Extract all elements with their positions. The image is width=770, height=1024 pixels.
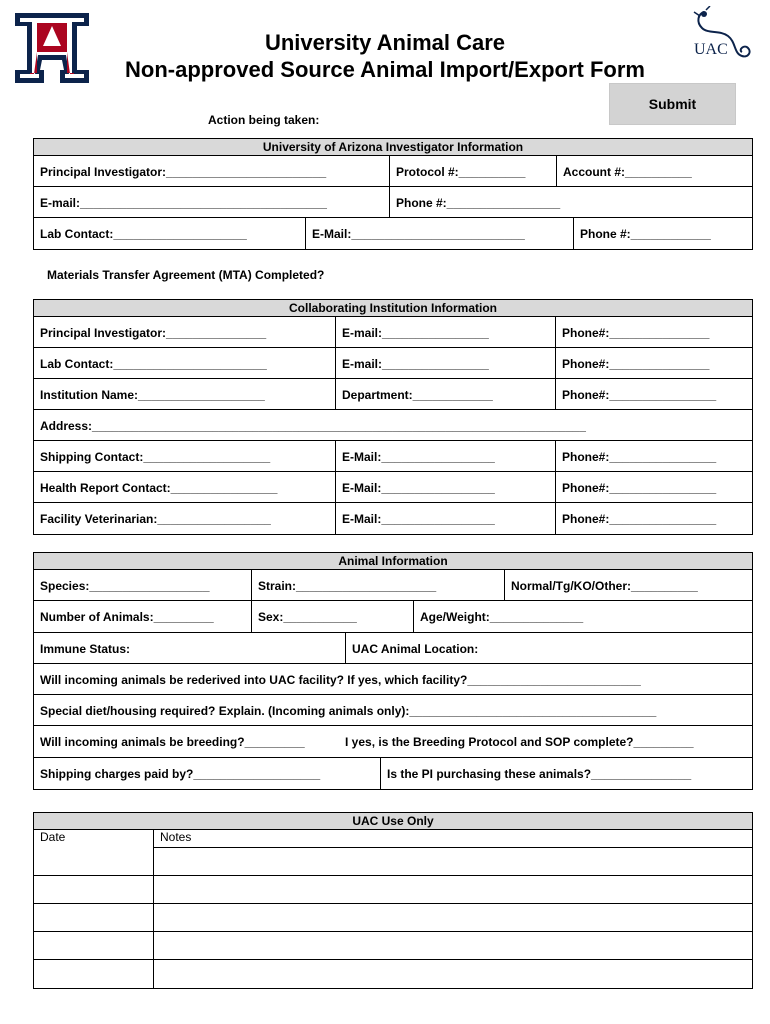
veterinarian-email-field[interactable]: E-Mail:_________________ (335, 503, 555, 534)
animal-row-diet (34, 695, 752, 726)
collab-row-lab (34, 348, 752, 379)
collaborating-section (33, 299, 753, 535)
collab-row-address (34, 410, 752, 441)
account-field[interactable]: Account #:__________ (556, 156, 752, 186)
strain-field[interactable]: Strain:_____________________ (251, 570, 504, 600)
normal-tg-ko-field[interactable]: Normal/Tg/KO/Other:__________ (504, 570, 752, 600)
collab-pi-email-field[interactable]: E-mail:________________ (335, 317, 555, 347)
investigator-row-pi (34, 156, 752, 187)
uac-row (34, 876, 752, 904)
uac-row (34, 960, 752, 988)
uac-notes-cell[interactable] (153, 960, 752, 988)
collab-row-pi (34, 317, 752, 348)
uac-date-cell[interactable] (34, 904, 153, 931)
rederived-field[interactable]: Will incoming animals be rederived into UAC facility? If yes, which facility?__________________________ (40, 673, 641, 687)
protocol-field[interactable]: Protocol #:__________ (389, 156, 556, 186)
notes-column-header: Notes (153, 830, 752, 847)
number-of-animals-field[interactable]: Number of Animals:_________ (40, 610, 214, 624)
sex-field[interactable]: Sex:___________ (251, 601, 413, 632)
animal-section (33, 552, 753, 790)
investigator-row-email (34, 187, 752, 218)
shipping-phone-field[interactable]: Phone#:________________ (555, 441, 752, 471)
pi-field[interactable]: Principal Investigator:________________________ (40, 165, 327, 179)
collab-lab-email-field[interactable]: E-mail:________________ (335, 348, 555, 378)
action-being-taken-label: Action being taken: (208, 113, 320, 127)
uac-column-header (34, 830, 752, 847)
age-weight-field[interactable]: Age/Weight:______________ (413, 601, 752, 632)
uac-animal-location-field[interactable]: UAC Animal Location: (345, 633, 752, 663)
uac-row (34, 932, 752, 960)
investigator-row-lab (34, 218, 752, 249)
shipping-email-field[interactable]: E-Mail:_________________ (335, 441, 555, 471)
collab-row-institution (34, 379, 752, 410)
investigator-section-heading: University of Arizona Investigator Information (34, 139, 752, 156)
lab-phone-field[interactable]: Phone #:____________ (573, 218, 752, 249)
uac-use-only-section (33, 812, 753, 989)
lab-contact-field[interactable]: Lab Contact:____________________ (40, 227, 247, 241)
form-title-line2: Non-approved Source Animal Import/Export Form (125, 57, 645, 82)
veterinarian-phone-field[interactable]: Phone#:________________ (555, 503, 752, 534)
shipping-charges-field[interactable]: Shipping charges paid by?___________________ (40, 767, 321, 781)
uac-notes-cell[interactable] (153, 904, 752, 931)
mta-completed-label: Materials Transfer Agreement (MTA) Completed? (47, 268, 325, 282)
uac-notes-cell[interactable] (153, 848, 752, 875)
animal-row-immune (34, 633, 752, 664)
collab-row-vet (34, 503, 752, 534)
uac-date-cell[interactable] (34, 876, 153, 903)
collaborating-section-heading: Collaborating Institution Information (34, 300, 752, 317)
collab-row-shipping (34, 441, 752, 472)
uac-date-cell[interactable] (34, 932, 153, 959)
uac-notes-cell[interactable] (153, 932, 752, 959)
investigator-section (33, 138, 753, 250)
health-report-contact-field[interactable]: Health Report Contact:________________ (40, 481, 278, 495)
svg-text:UAC: UAC (694, 41, 728, 58)
pi-purchasing-field[interactable]: Is the PI purchasing these animals?_______________ (380, 758, 752, 789)
department-field[interactable]: Department:____________ (335, 379, 555, 409)
uac-row (34, 904, 752, 932)
animal-section-heading: Animal Information (34, 553, 752, 570)
phone-field[interactable]: Phone #:_________________ (389, 187, 752, 217)
lab-email-field[interactable]: E-Mail:__________________________ (305, 218, 573, 249)
special-diet-field[interactable]: Special diet/housing required? Explain. (Incoming animals only):_____________________________________ (40, 704, 657, 718)
animal-row-number (34, 601, 752, 633)
collab-lab-phone-field[interactable]: Phone#:_______________ (555, 348, 752, 378)
health-report-phone-field[interactable]: Phone#:________________ (555, 472, 752, 502)
collab-lab-contact-field[interactable]: Lab Contact:_______________________ (40, 357, 267, 371)
facility-veterinarian-field[interactable]: Facility Veterinarian:_________________ (40, 512, 271, 526)
collab-pi-field[interactable]: Principal Investigator:_______________ (40, 326, 267, 340)
breeding-protocol-field[interactable]: I yes, is the Breeding Protocol and SOP complete?_________ (345, 735, 694, 749)
institution-phone-field[interactable]: Phone#:________________ (555, 379, 752, 409)
shipping-contact-field[interactable]: Shipping Contact:___________________ (40, 450, 271, 464)
submit-button[interactable]: Submit (609, 83, 736, 125)
collab-row-health (34, 472, 752, 503)
address-field[interactable]: Address:__________________________________________________________________________ (40, 419, 586, 433)
collab-pi-phone-field[interactable]: Phone#:_______________ (555, 317, 752, 347)
uac-date-cell[interactable] (34, 960, 153, 988)
animal-row-breeding (34, 726, 752, 758)
institution-name-field[interactable]: Institution Name:___________________ (40, 388, 265, 402)
health-report-email-field[interactable]: E-Mail:_________________ (335, 472, 555, 502)
email-field[interactable]: E-mail:_____________________________________ (40, 196, 327, 210)
animal-row-species (34, 570, 752, 601)
immune-status-field[interactable]: Immune Status: (40, 642, 131, 656)
animal-row-shipping (34, 758, 752, 789)
uac-notes-cell[interactable] (153, 876, 752, 903)
uac-date-cell[interactable] (34, 848, 153, 875)
breeding-field[interactable]: Will incoming animals be breeding?_________ (40, 735, 305, 749)
animal-row-rederived (34, 664, 752, 695)
form-title-line1: University Animal Care (264, 30, 506, 55)
uac-use-only-heading: UAC Use Only (34, 813, 752, 830)
uac-row (34, 848, 752, 876)
date-column-header: Date (40, 830, 66, 844)
species-field[interactable]: Species:__________________ (40, 579, 210, 593)
